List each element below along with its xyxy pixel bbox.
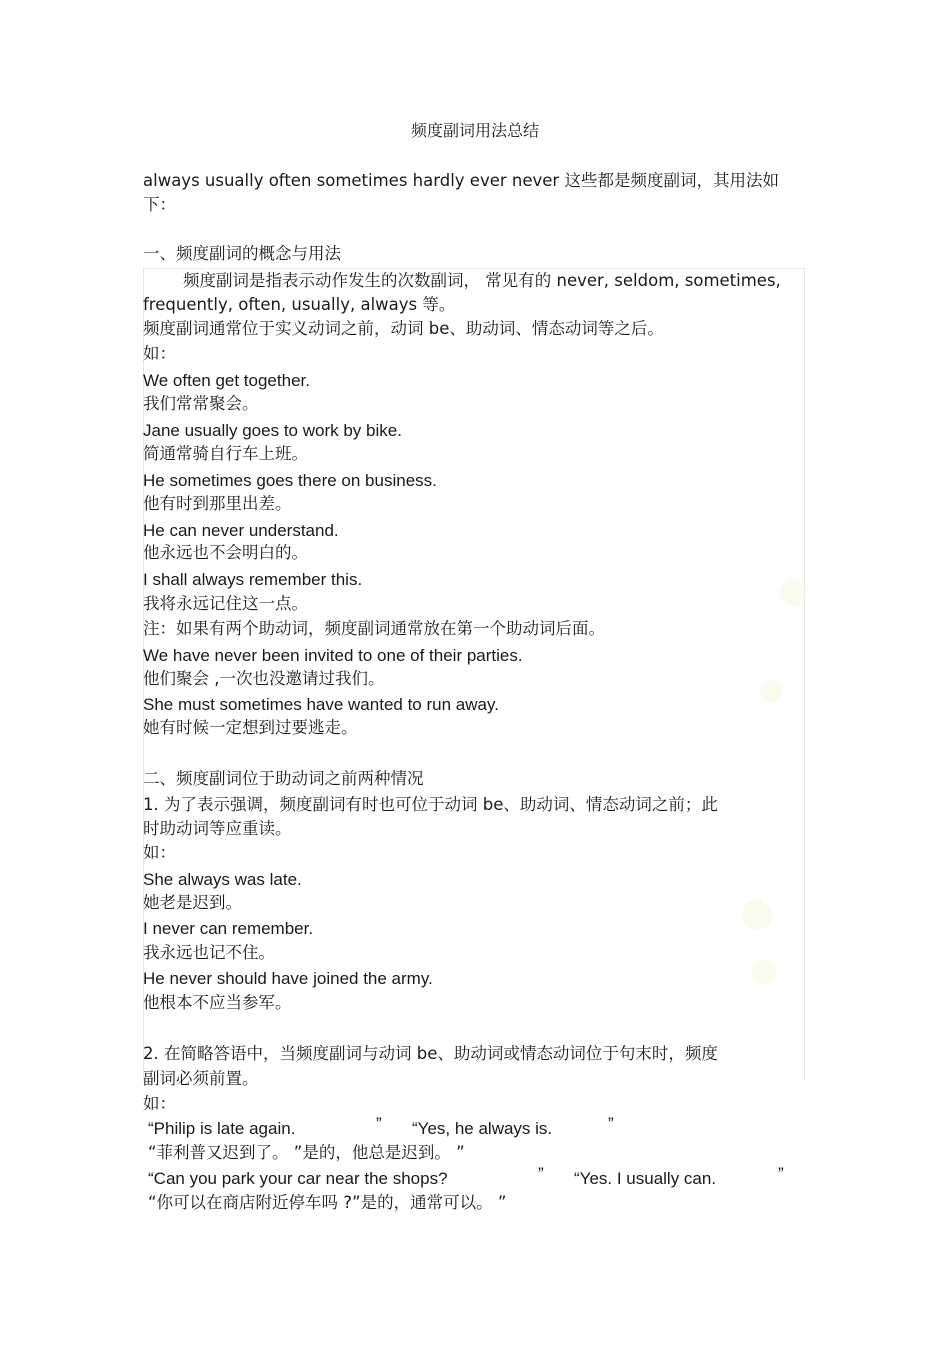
watermark-blot	[780, 580, 806, 606]
section2-para1-a: 1. 为了表示强调，频度副词有时也可位于动词 be、助动词、情态动词之前；此	[143, 795, 718, 814]
section2-ru2: 如：	[143, 1094, 176, 1113]
example-en: I shall always remember this.	[143, 570, 363, 589]
example-en: He can never understand.	[143, 521, 339, 540]
section2-ru: 如：	[143, 843, 176, 862]
example-zh: 我将永远记住这一点。	[143, 594, 308, 613]
page-title: 频度副词用法总结	[410, 121, 539, 140]
section1-para1-a: 频度副词是指表示动作发生的次数副词， 常见有的 never, seldom, sometimes,	[183, 271, 781, 290]
section1-heading: 一、频度副词的概念与用法	[143, 244, 341, 263]
section1-note: 注：如果有两个助动词，频度副词通常放在第一个助动词后面。	[143, 619, 605, 638]
dialog-quote-end: ”	[376, 1114, 382, 1133]
example-en: She always was late.	[143, 870, 302, 889]
example-en: We have never been invited to one of their parties.	[143, 646, 523, 665]
dialog-quote-end: ”	[538, 1164, 544, 1183]
watermark-blot	[742, 900, 772, 930]
example-zh: 简通常骑自行车上班。	[143, 444, 308, 463]
example-zh: 他根本不应当参军。	[143, 993, 292, 1012]
example-en: He sometimes goes there on business.	[143, 471, 437, 490]
example-zh: 我们常常聚会。	[143, 394, 259, 413]
dialog-question: “Can you park your car near the shops?	[148, 1169, 448, 1188]
section2-para2-a: 2. 在简略答语中，当频度副词与动词 be、助动词或情态动词位于句末时，频度	[143, 1044, 718, 1063]
dialog-translation: “菲利普又迟到了。 ”是的，他总是迟到。 ”	[148, 1143, 465, 1162]
dialog-quote-end: ”	[778, 1164, 784, 1183]
example-zh: 她有时候一定想到过要逃走。	[143, 718, 358, 737]
section1-para2: 频度副词通常位于实义动词之前，动词 be、助动词、情态动词等之后。	[143, 319, 664, 338]
example-zh: 他永远也不会明白的。	[143, 543, 308, 562]
dialog-translation: “你可以在商店附近停车吗 ?”是的，通常可以。 ”	[148, 1193, 507, 1212]
dialog-answer: “Yes. I usually can.	[574, 1169, 717, 1188]
dialog-question: “Philip is late again.	[148, 1119, 296, 1138]
example-en: She must sometimes have wanted to run away.	[143, 695, 499, 714]
intro-line-2: 下：	[143, 195, 176, 214]
example-en: I never can remember.	[143, 919, 314, 938]
dialog-quote-end: ”	[608, 1114, 614, 1133]
section1-para1-b: frequently, often, usually, always 等。	[143, 295, 456, 314]
section2-heading: 二、频度副词位于助动词之前两种情况	[143, 769, 424, 788]
section2-para1-b: 时助动词等应重读。	[143, 819, 292, 838]
example-zh: 我永远也记不住。	[143, 943, 275, 962]
example-zh: 他有时到那里出差。	[143, 494, 292, 513]
watermark-blot	[752, 960, 776, 984]
example-zh: 她老是迟到。	[143, 893, 242, 912]
section1-ru: 如：	[143, 344, 176, 363]
example-en: We often get together.	[143, 371, 310, 390]
section2-para2-b: 副词必须前置。	[143, 1069, 259, 1088]
watermark-blot	[760, 680, 782, 702]
example-en: Jane usually goes to work by bike.	[143, 421, 402, 440]
example-en: He never should have joined the army.	[143, 969, 433, 988]
example-zh: 他们聚会 ,一次也没邀请过我们。	[143, 669, 385, 688]
dialog-answer: “Yes, he always is.	[412, 1119, 553, 1138]
intro-line-1: always usually often sometimes hardly ever never 这些都是频度副词，其用法如	[143, 171, 779, 190]
